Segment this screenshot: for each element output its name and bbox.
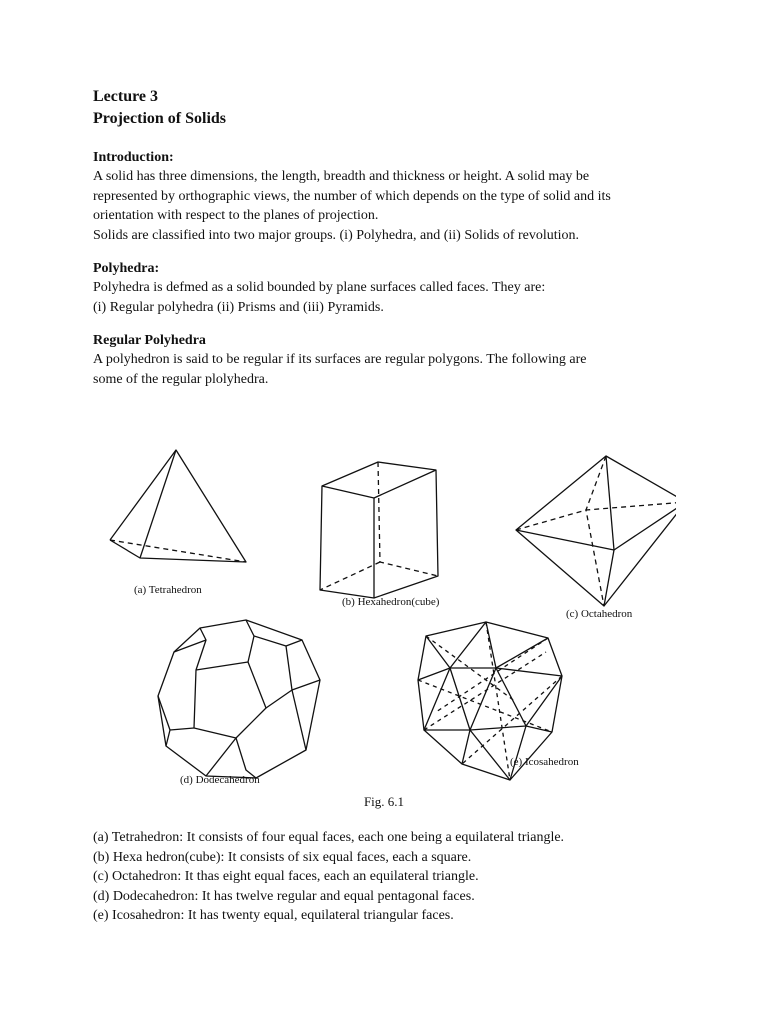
definition-item: (e) Icosahedron: It has twenty equal, equilateral triangular faces. [93,908,454,923]
intro-line: orientation with respect to the planes of projection. [93,208,379,223]
definition-item: (d) Dodecahedron: It has twelve regular and equal pentagonal faces. [93,888,475,904]
definitions-list [93,828,693,926]
hexahedron-drawing [320,462,438,598]
caption-icosahedron: (e) Icosahedron [510,756,579,768]
caption-tetrahedron: (a) Tetrahedron [134,584,202,596]
caption-hexahedron: (b) Hexahedron(cube) [342,596,440,608]
regular-polyhedra-heading: Regular Polyhedra [93,333,206,348]
definition-item: (b) Hexa hedron(cube): It consists of six equal faces, each a square. [93,849,472,865]
lecture-number: Lecture 3 [93,88,159,105]
polyhedra-line: Polyhedra is defmed as a solid bounded by plane surfaces called faces. They are: [93,280,546,295]
definition-item: (a) Tetrahedron: It consists of four equal faces, each one being a equilateral triangle. [93,830,565,845]
intro-heading: Introduction: [93,150,174,165]
caption-octahedron: (c) Octahedron [566,608,633,620]
dodecahedron-drawing [158,620,320,778]
document-body [93,86,675,389]
figure-label: Fig. 6.1 [363,794,405,809]
regular-line: A polyhedron is said to be regular if its surfaces are regular polygons. The following are [93,352,587,367]
intro-line: represented by orthographic views, the number of which depends on the type of solid and its [93,188,611,204]
tetrahedron-drawing [110,450,246,562]
figure-6-1 [96,440,676,800]
polyhedra-heading: Polyhedra: [93,261,160,276]
intro-line: A solid has three dimensions, the length, breadth and thickness or height. A solid may be [93,169,590,184]
page-title: Projection of Solids [93,110,227,127]
caption-dodecahedron: (d) Dodecahedron [180,774,260,786]
definition-item: (c) Octahedron: It thas eight equal faces, each an equilateral triangle. [93,869,479,884]
octahedron-drawing [516,456,676,606]
polyhedra-illustration [96,440,676,800]
regular-line: some of the regular plolyhedra. [93,371,269,387]
polyhedra-line: (i) Regular polyhedra (ii) Prisms and (iii) Pyramids. [93,299,384,315]
intro-line: Solids are classified into two major groups. (i) Polyhedra, and (ii) Solids of revolution. [93,227,580,243]
